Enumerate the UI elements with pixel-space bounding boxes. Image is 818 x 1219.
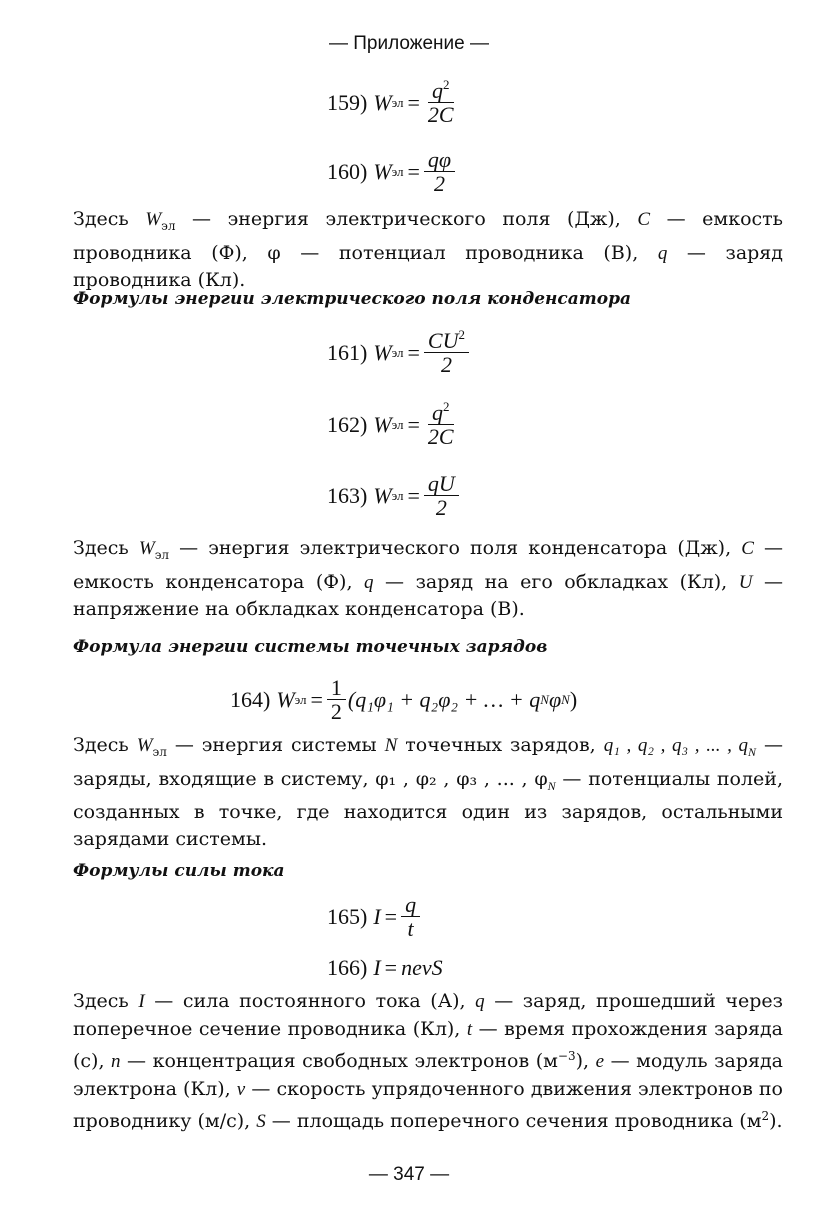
var-W-subscript: эл bbox=[152, 745, 167, 759]
formula-lhs: W bbox=[276, 687, 295, 713]
text: — емкость конденсатора (Ф), bbox=[73, 537, 783, 593]
text: — концентрация свободных электронов (м bbox=[120, 1050, 558, 1072]
var-W: W bbox=[138, 538, 155, 559]
equals-sign: = bbox=[407, 411, 420, 437]
sum-subscript-N: N bbox=[540, 692, 549, 708]
formula-number: 162) bbox=[327, 411, 368, 437]
equals-sign: = bbox=[407, 89, 420, 115]
unit-exponent: 2 bbox=[761, 1109, 770, 1123]
formula-lhs: W bbox=[373, 483, 392, 509]
text: — время прохождения заряда (с), bbox=[73, 1017, 783, 1072]
text: — энергия электрического поля (Дж), bbox=[175, 208, 638, 230]
fraction-denominator: 2 bbox=[434, 171, 445, 197]
formula-number: 160) bbox=[327, 159, 368, 185]
equals-sign: = bbox=[384, 955, 398, 980]
formula-rhs: nevS bbox=[401, 955, 443, 980]
formula-163 bbox=[327, 472, 459, 520]
formula-lhs: I bbox=[373, 955, 381, 980]
running-header: — Приложение — bbox=[329, 33, 489, 54]
text: — модуль заряда электрона (Кл), bbox=[73, 1050, 783, 1100]
formula-number: 166) bbox=[327, 955, 368, 980]
formula-lhs: W bbox=[373, 89, 392, 115]
var-q: q bbox=[657, 242, 668, 264]
formula-165 bbox=[327, 893, 420, 941]
text: — энергия электрического поля конденсатора (Дж), bbox=[169, 537, 742, 559]
formula-160 bbox=[327, 148, 455, 196]
text: — энергия системы bbox=[166, 734, 385, 756]
text: — потенциалы полей, созданных в точке, где находится один из зарядов, остальными зарядами системы. bbox=[73, 767, 783, 850]
fraction-numerator: 1 bbox=[327, 676, 346, 700]
fraction bbox=[424, 148, 455, 196]
text: ), bbox=[575, 1050, 596, 1072]
equals-sign: = bbox=[407, 483, 420, 509]
fraction-denominator: 2C bbox=[427, 424, 454, 450]
var-W: W bbox=[145, 209, 162, 230]
numerator-exponent: 2 bbox=[458, 327, 465, 342]
text: Здесь bbox=[73, 537, 139, 559]
fraction-numerator: q bbox=[401, 893, 420, 917]
section-heading-capacitor: Формулы энергии электрического поля конденсатора bbox=[73, 289, 632, 309]
text: — емкость проводника (Ф), φ — потенциал проводника (В), bbox=[73, 208, 784, 264]
equals-sign: = bbox=[407, 339, 420, 365]
formula-lhs-subscript: эл bbox=[294, 692, 307, 708]
section-heading-current: Формулы силы тока bbox=[73, 861, 285, 881]
fraction-denominator: 2 bbox=[440, 352, 452, 378]
formula-lhs-subscript: эл bbox=[391, 344, 404, 360]
formula-lhs-subscript: эл bbox=[391, 416, 404, 432]
formula-166 bbox=[327, 955, 443, 981]
paragraph-legend-161-163 bbox=[73, 535, 783, 623]
var-N: N bbox=[384, 735, 398, 756]
var-S: S bbox=[256, 1111, 266, 1132]
var-C: C bbox=[741, 538, 754, 559]
formula-162 bbox=[327, 400, 458, 449]
formula-number: 164) bbox=[230, 687, 271, 713]
formula-164 bbox=[230, 676, 577, 724]
formula-number: 159) bbox=[327, 89, 368, 115]
var-t: t bbox=[466, 1018, 473, 1040]
formula-number: 165) bbox=[327, 904, 368, 930]
paragraph-legend-164 bbox=[73, 732, 783, 852]
numerator-exponent: 2 bbox=[443, 399, 450, 414]
formula-lhs: W bbox=[373, 339, 392, 365]
formula-lhs-subscript: эл bbox=[391, 94, 404, 110]
sum-phi: φ bbox=[548, 687, 562, 713]
text: ). bbox=[769, 1110, 783, 1132]
var-q: q bbox=[364, 571, 374, 593]
var-I: I bbox=[138, 991, 145, 1012]
formula-number: 163) bbox=[327, 483, 368, 509]
text: Здесь bbox=[73, 208, 146, 230]
fraction-denominator: 2 bbox=[330, 699, 342, 725]
paragraph-legend-159-160 bbox=[73, 206, 783, 294]
equals-sign: = bbox=[407, 159, 420, 185]
fraction-denominator: 2C bbox=[427, 102, 454, 128]
var-U: U bbox=[738, 571, 753, 593]
text: — заряды, входящие в систему, φ₁ , φ₂ , φ₃ , ... , φ bbox=[73, 734, 783, 790]
var-W-subscript: эл bbox=[154, 548, 170, 562]
formula-lhs-subscript: эл bbox=[391, 488, 404, 504]
fraction bbox=[424, 328, 469, 377]
equals-sign: = bbox=[384, 904, 398, 930]
fraction bbox=[424, 400, 458, 449]
formula-number: 161) bbox=[327, 339, 368, 365]
text: — заряд проводника (Кл). bbox=[73, 241, 783, 291]
text: — напряжение на обкладках конденсатора (В). bbox=[73, 570, 783, 620]
formula-lhs: W bbox=[373, 411, 392, 437]
text: — заряд на его обкладках (Кл), bbox=[373, 570, 739, 593]
equals-sign: = bbox=[310, 687, 323, 713]
sum-subscript-N: N bbox=[561, 692, 570, 708]
var-W: W bbox=[136, 735, 153, 756]
numerator-exponent: 2 bbox=[443, 77, 450, 92]
formula-159 bbox=[327, 78, 458, 127]
section-heading-point-charges: Формула энергии системы точечных зарядов bbox=[73, 637, 548, 657]
sum-expression: (q₁φ₁ + q₂φ₂ + … + q bbox=[347, 687, 541, 713]
paragraph-legend-165-166 bbox=[73, 988, 783, 1136]
formula-lhs: W bbox=[373, 159, 392, 185]
text: точечных зарядов, bbox=[397, 734, 604, 756]
fraction-numerator: q bbox=[432, 78, 444, 103]
text: — заряд, прошедший через поперечное сечение проводника (Кл), bbox=[73, 990, 783, 1040]
var-v: v bbox=[236, 1078, 246, 1100]
fraction-denominator: 2 bbox=[435, 495, 447, 521]
fraction-numerator: q bbox=[432, 400, 444, 425]
fraction bbox=[327, 676, 346, 724]
var-q-list: q₁ , q₂ , q₃ , ... , q bbox=[603, 735, 749, 756]
text: — сила постоянного тока (А), bbox=[144, 990, 476, 1012]
text: Здесь bbox=[73, 734, 137, 756]
fraction-numerator: CU bbox=[427, 328, 459, 353]
var-n: n bbox=[111, 1051, 121, 1072]
formula-161 bbox=[327, 328, 469, 377]
page-number: — 347 — bbox=[368, 1164, 450, 1185]
fraction-numerator: qφ bbox=[424, 148, 455, 172]
text: Здесь bbox=[73, 990, 139, 1012]
var-W-subscript: эл bbox=[161, 219, 176, 233]
var-C: C bbox=[637, 209, 651, 230]
fraction-numerator: qU bbox=[424, 472, 459, 496]
formula-lhs: I bbox=[373, 904, 381, 930]
text: — скорость упрядоченного движения электронов по проводнику (м/с), bbox=[73, 1077, 783, 1132]
fraction bbox=[424, 78, 458, 127]
fraction-denominator: t bbox=[407, 916, 414, 942]
fraction bbox=[424, 472, 459, 520]
var-e: e bbox=[595, 1051, 605, 1072]
var-phi-subscript-N: N bbox=[547, 778, 556, 793]
fraction bbox=[401, 893, 420, 941]
var-q-subscript-N: N bbox=[748, 745, 757, 759]
closing-paren: ) bbox=[569, 687, 578, 713]
formula-lhs-subscript: эл bbox=[391, 164, 404, 180]
unit-exponent: −3 bbox=[557, 1049, 576, 1063]
var-q: q bbox=[475, 991, 485, 1012]
text: — площадь поперечного сечения проводника (м bbox=[265, 1110, 762, 1132]
